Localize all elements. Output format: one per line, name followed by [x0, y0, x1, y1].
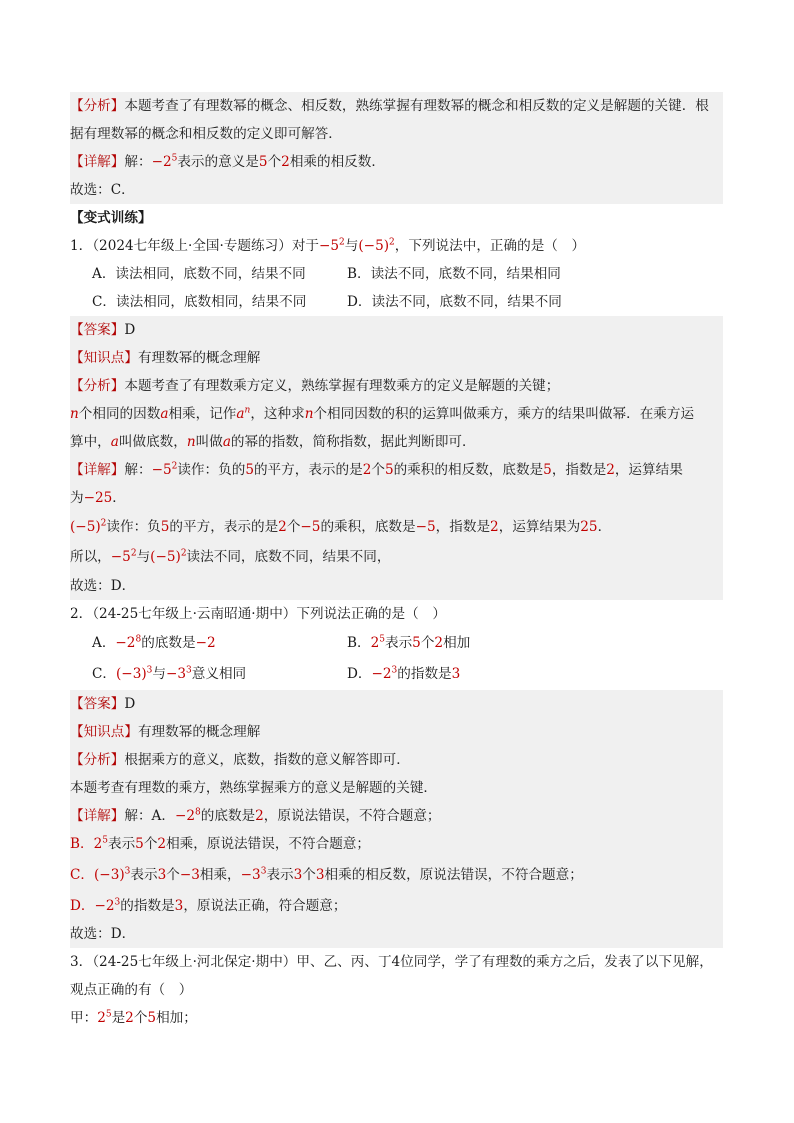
detail-text: 表示: [266, 867, 294, 883]
answer-tag: 【答案】: [70, 696, 125, 712]
detail-text: ．: [597, 519, 612, 535]
knowledge-point-line: [70, 344, 723, 372]
option-text: 表示: [384, 635, 413, 651]
question-text: ，下列说法中，正确的是（ ）: [394, 238, 586, 254]
detail-text: 个: [286, 519, 301, 535]
math-var: a: [160, 406, 169, 422]
math-base: (−5): [70, 519, 101, 535]
detail-text: ，运算结果: [614, 462, 683, 478]
detail-text: ，运算结果为: [498, 519, 581, 535]
math-base: 2: [97, 1010, 106, 1026]
math-base: −2: [151, 154, 172, 170]
question-2-stem: [70, 600, 723, 628]
choice-text: 故选：C．: [70, 182, 135, 198]
question-text: 下列说法正确的是（ ）: [296, 606, 446, 622]
option-text: 意义相同: [191, 666, 247, 682]
math-expr: [95, 898, 121, 914]
math-number: 3: [451, 666, 461, 682]
analysis-line-2: [70, 120, 723, 148]
math-exponent: 5: [379, 634, 385, 645]
math-base: (−3): [94, 867, 125, 883]
math-var: a: [222, 434, 231, 450]
detail-text: ，指数是: [551, 462, 607, 478]
math-var: n: [70, 406, 79, 422]
math-number: 3: [293, 867, 303, 883]
math-exponent: 2: [180, 548, 187, 559]
math-base: −3: [240, 867, 261, 883]
math-number: 5: [147, 1010, 157, 1026]
math-expr: [94, 836, 108, 852]
knowledge-point-tag: 【知识点】: [70, 724, 138, 740]
math-base: −2: [94, 898, 115, 914]
math-exponent: 8: [195, 807, 201, 818]
detail-text: ，原说法错误，不符合题意；: [263, 808, 441, 824]
detail-text: 相乘的相反数．: [289, 154, 385, 170]
question-3-stem-2: [70, 976, 723, 1004]
math-expr: [116, 666, 152, 682]
detail-text: 的平方，表示的是: [253, 462, 363, 478]
math-exponent: 5: [171, 153, 178, 164]
math-exponent: 5: [102, 835, 108, 846]
detail-text: 的乘积的相反数，底数是: [393, 462, 544, 478]
detail-text: 解：: [124, 462, 152, 478]
analysis-line-2: [70, 400, 723, 428]
section-title-text: 【变式训练】: [70, 210, 152, 226]
detail-text: 个: [166, 867, 180, 883]
detail-line: [70, 456, 723, 484]
math-exponent: 3: [146, 665, 153, 676]
detail-tag: 【详解】: [70, 808, 125, 824]
detail-label: D．: [70, 898, 95, 914]
math-base: (−3): [116, 666, 147, 682]
question-text: 与: [344, 238, 359, 254]
analysis-text: 个相同因数的积的运算叫做乘方，乘方的结果叫做幂．在乘方运: [313, 406, 695, 422]
math-number: 25: [580, 519, 598, 535]
choice-text: 故选：D．: [70, 578, 136, 594]
knowledge-point-text: 有理数幂的概念理解: [137, 724, 261, 740]
option-text: 个: [420, 635, 435, 651]
analysis-text: 叫做: [195, 434, 223, 450]
detail-text: 表示: [130, 867, 158, 883]
math-base: −5: [110, 549, 131, 565]
math-exponent: 3: [124, 866, 131, 877]
math-expr: [371, 635, 385, 651]
option-c[interactable]: [92, 658, 246, 690]
analysis-text: 叫做底数，: [118, 434, 187, 450]
detail-line-2: [70, 830, 723, 858]
math-exponent: 2: [339, 237, 345, 248]
analysis-text: ，这种求: [250, 406, 305, 422]
detail-line-2: [70, 484, 723, 512]
math-expr: [150, 549, 186, 565]
math-expr: [97, 1010, 111, 1026]
option-a[interactable]: [92, 628, 216, 658]
detail-text: 个: [302, 867, 316, 883]
math-expr: [166, 666, 192, 682]
option-label: A．: [92, 635, 116, 651]
question-3-stem: [70, 948, 723, 976]
math-number: 5: [160, 519, 170, 535]
math-expr: [175, 808, 201, 824]
math-expr: [372, 666, 398, 682]
analysis-line-2: [70, 774, 723, 802]
option-text: 相加: [443, 635, 471, 651]
detail-text: 为: [70, 490, 84, 506]
detail-text: 的底数是: [200, 808, 256, 824]
analysis-text: 相乘，记作: [168, 406, 237, 422]
math-number: −25: [83, 490, 113, 506]
question-text: 对于: [291, 238, 319, 254]
question-1-options-row-2: [70, 288, 723, 316]
choice-line: [70, 920, 723, 948]
detail-line: [70, 802, 723, 830]
math-base: −2: [174, 808, 196, 824]
math-var: n: [304, 406, 314, 422]
math-number: 3: [315, 867, 325, 883]
detail-text: 相乘，原说法错误，不符合题意；: [166, 836, 370, 852]
choice-line: [70, 572, 723, 600]
question-text: 观点正确的有（ ）: [70, 982, 193, 998]
detail-label: C．: [70, 867, 94, 883]
math-exponent: 2: [100, 518, 107, 529]
detail-text: 相乘，: [199, 867, 241, 883]
math-var: a: [110, 434, 119, 450]
detail-text: 表示的意义是: [177, 154, 259, 170]
question-source: （24-25七年级上·云南昭通·期中）: [92, 606, 297, 622]
math-number: 2: [606, 462, 615, 478]
detail-text: 相乘的相反数，原说法错误，不符合题意；: [324, 867, 583, 883]
math-base: −3: [165, 666, 187, 682]
detail-text: 的乘积，底数是: [320, 519, 416, 535]
option-b[interactable]: B．读法不同，底数不同，结果相同: [347, 266, 561, 282]
detail-text: 个: [267, 154, 282, 170]
detail-line-3: [70, 512, 723, 542]
math-base: −2: [371, 666, 392, 682]
section-title: [70, 204, 723, 232]
math-expr: [70, 519, 106, 535]
math-base: 2: [370, 635, 380, 651]
math-number: 5: [245, 462, 254, 478]
detail-line: [70, 148, 723, 176]
math-var: n: [186, 434, 196, 450]
math-expr: [111, 549, 137, 565]
math-exponent: 5: [105, 1009, 112, 1020]
math-number: 2: [255, 808, 264, 824]
analysis-line: [70, 372, 723, 400]
option-b[interactable]: [347, 628, 470, 658]
knowledge-point-tag: 【知识点】: [70, 350, 138, 366]
detail-text: 个: [143, 836, 158, 852]
math-number: 5: [135, 836, 144, 852]
analysis-tag: 【分析】: [70, 378, 125, 394]
option-label: C．: [92, 666, 116, 682]
math-exponent: 8: [135, 634, 142, 645]
option-a[interactable]: A．读法相同，底数不同，结果不同: [92, 266, 306, 282]
math-exponent: 3: [260, 866, 267, 877]
math-number: 2: [281, 154, 290, 170]
analysis-line: [70, 92, 723, 120]
math-base: a: [236, 406, 245, 422]
analysis-line-3: [70, 428, 723, 456]
math-number: 3: [157, 867, 167, 883]
math-number: 5: [384, 462, 394, 478]
math-number: 2: [157, 836, 167, 852]
choice-text: 故选：D．: [70, 926, 136, 942]
analysis-text: 个相同的因数: [78, 406, 161, 422]
math-expr: [358, 238, 394, 254]
math-number: −5: [300, 519, 321, 535]
math-number: 2: [434, 635, 444, 651]
analysis-text: 本题考查有理数的乘方，熟练掌握乘方的意义是解题的关键．: [70, 780, 438, 796]
math-expr: [236, 406, 250, 422]
option-c[interactable]: C．读法相同，底数相同，结果不同: [92, 294, 307, 310]
math-expr: [152, 154, 178, 170]
detail-text: 读法不同，底数不同，结果不同，: [186, 549, 391, 565]
statement-text: 相加；: [156, 1010, 197, 1026]
math-exponent: 3: [114, 897, 121, 908]
math-expr: [241, 867, 267, 883]
detail-text: 读作：负的: [177, 462, 246, 478]
question-source: （24-25七年级上·河北保定·期中）: [92, 954, 297, 970]
math-number: 2: [490, 519, 499, 535]
math-exponent: 2: [389, 237, 395, 248]
detail-line-3: [70, 858, 723, 892]
option-text: 的底数是: [141, 635, 196, 651]
math-number: −2: [195, 635, 216, 651]
math-number: 5: [412, 635, 421, 651]
detail-text: 个: [371, 462, 385, 478]
math-expr: [94, 867, 130, 883]
option-label: D．: [347, 666, 372, 682]
statement-text: 个: [133, 1010, 148, 1026]
analysis-text: 据有理数幂的概念和相反数的定义即可解答．: [70, 126, 342, 142]
detail-tag: 【详解】: [70, 462, 125, 478]
detail-tag: 【详解】: [70, 154, 125, 170]
detail-line-4: [70, 542, 723, 572]
analysis-text: 的幂的指数，简称指数，据此判断即可．: [230, 434, 476, 450]
question-2-options-row-2: [70, 658, 723, 690]
statement-label: 甲：: [70, 1010, 98, 1026]
document-page: [70, 92, 723, 1032]
knowledge-point-line: [70, 718, 723, 746]
math-base: (−5): [358, 238, 390, 254]
math-exponent: 2: [130, 548, 137, 559]
question-source: （2024七年级上·全国·专题练习）: [92, 238, 292, 254]
math-number: 2: [125, 1010, 134, 1026]
math-number: 2: [362, 462, 372, 478]
question-2-options-row-1: [70, 628, 723, 658]
analysis-line: [70, 746, 723, 774]
analysis-tag: 【分析】: [70, 752, 125, 768]
analysis-text: 本题考查了有理数乘方定义，熟练掌握有理数乘方的定义是解题的关键；: [124, 378, 560, 394]
option-text: 与: [152, 666, 166, 682]
math-exponent: n: [244, 405, 251, 416]
math-base: (−5): [150, 549, 181, 565]
question-number: 3．: [70, 954, 93, 970]
math-number: 5: [258, 154, 268, 170]
detail-text: 解：: [124, 154, 152, 170]
math-number: 2: [278, 519, 287, 535]
math-number: 5: [543, 462, 552, 478]
math-number: 3: [174, 898, 184, 914]
math-exponent: 3: [186, 665, 192, 676]
detail-line-4: [70, 892, 723, 920]
answer-value: D: [124, 696, 136, 712]
question-number: 2．: [70, 606, 93, 622]
choice-line: [70, 176, 723, 204]
math-number: −5: [415, 519, 436, 535]
question-3-statement-jia: [70, 1004, 723, 1032]
math-expr: [319, 238, 345, 254]
question-1-options-row-1: [70, 260, 723, 288]
statement-text: 是: [111, 1010, 126, 1026]
detail-text: 与: [136, 549, 151, 565]
math-base: 2: [93, 836, 103, 852]
detail-text: 读作：负: [106, 519, 161, 535]
answer-tag: 【答案】: [70, 322, 125, 338]
math-expr: [152, 462, 178, 478]
detail-text: 的指数是: [120, 898, 175, 914]
analysis-text: 算中，: [70, 434, 111, 450]
analysis-text: 根据乘方的意义，底数，指数的意义解答即可．: [124, 752, 410, 768]
math-base: −5: [151, 462, 172, 478]
math-base: −5: [319, 238, 340, 254]
answer-line: [70, 690, 723, 718]
question-number: 1．: [70, 238, 93, 254]
detail-label: B．: [70, 836, 94, 852]
question-text: 甲、乙、丙、丁4位同学，学了有理数的乘方之后，发表了以下见解，: [296, 954, 713, 970]
option-label: B．: [347, 635, 371, 651]
answer-line: [70, 316, 723, 344]
math-base: −2: [115, 635, 136, 651]
detail-text: 的平方，表示的是: [169, 519, 279, 535]
math-number: −3: [179, 867, 200, 883]
knowledge-point-text: 有理数幂的概念理解: [137, 350, 261, 366]
option-d[interactable]: [347, 658, 460, 690]
option-d[interactable]: D．读法不同，底数不同，结果不同: [347, 294, 562, 310]
detail-text: 表示: [107, 836, 136, 852]
detail-text: 解：A．: [124, 808, 175, 824]
detail-text: ，原说法正确，符合题意；: [183, 898, 347, 914]
detail-text: 所以，: [70, 549, 111, 565]
detail-text: ，指数是: [435, 519, 491, 535]
math-expr: [115, 635, 141, 651]
detail-text: ．: [112, 490, 126, 506]
math-exponent: 3: [391, 665, 398, 676]
math-exponent: 2: [171, 461, 178, 472]
answer-value: D: [124, 322, 136, 338]
analysis-tag: 【分析】: [70, 98, 125, 114]
analysis-text: 本题考查了有理数幂的概念、相反数，熟练掌握有理数幂的概念和相反数的定义是解题的关键．根: [124, 98, 709, 114]
option-text: 的指数是: [397, 666, 452, 682]
question-1-stem: [70, 232, 723, 260]
